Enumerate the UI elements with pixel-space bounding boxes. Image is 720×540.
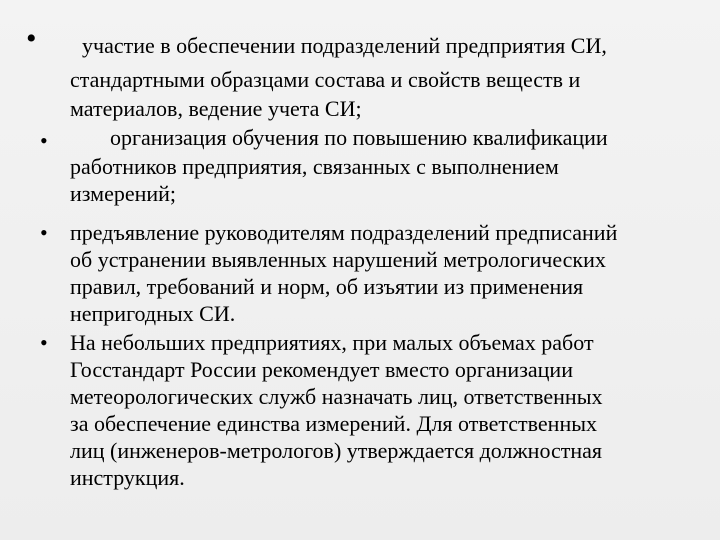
- item-1-line-1: участие в обеспечении подразделений предприятия СИ,: [82, 33, 607, 58]
- item-4-line-2: Госстандарт России рекомендует вместо организации: [70, 357, 573, 382]
- item-1-line-2: стандартными образцами состава и свойств веществ и: [70, 67, 581, 92]
- item-2-line-2: работников предприятия, связанных с выполнением: [70, 154, 559, 179]
- item-4-line-3: метеорологических служб назначать лиц, ответственных: [70, 384, 603, 409]
- item-4-line-6: инструкция.: [70, 465, 185, 490]
- item-3-line-3: правил, требований и норм, об изъятии из применения: [70, 274, 584, 299]
- bullet-marker: •: [40, 330, 48, 355]
- item-2-line-3: измерений;: [70, 181, 177, 206]
- item-3-line-2: об устранении выявленных нарушений метрологических: [70, 247, 606, 272]
- item-3-line-4: непригодных СИ.: [70, 301, 236, 326]
- item-3-line-1: предъявление руководителям подразделений предписаний: [70, 220, 618, 245]
- item-4-line-1: На небольших предприятиях, при малых объемах работ: [70, 330, 594, 355]
- item-4-line-4: за обеспечение единства измерений. Для ответственных: [70, 411, 598, 436]
- item-2-line-1: организация обучения по повышению квалификации: [110, 125, 608, 150]
- bullet-marker: •: [40, 220, 48, 245]
- bullet-marker: •: [40, 128, 48, 153]
- item-1-line-3: материалов, ведение учета СИ;: [70, 96, 362, 121]
- bullet-marker: •: [26, 22, 37, 55]
- item-4-line-5: лиц (инженеров-метрологов) утверждается должностная: [70, 438, 603, 463]
